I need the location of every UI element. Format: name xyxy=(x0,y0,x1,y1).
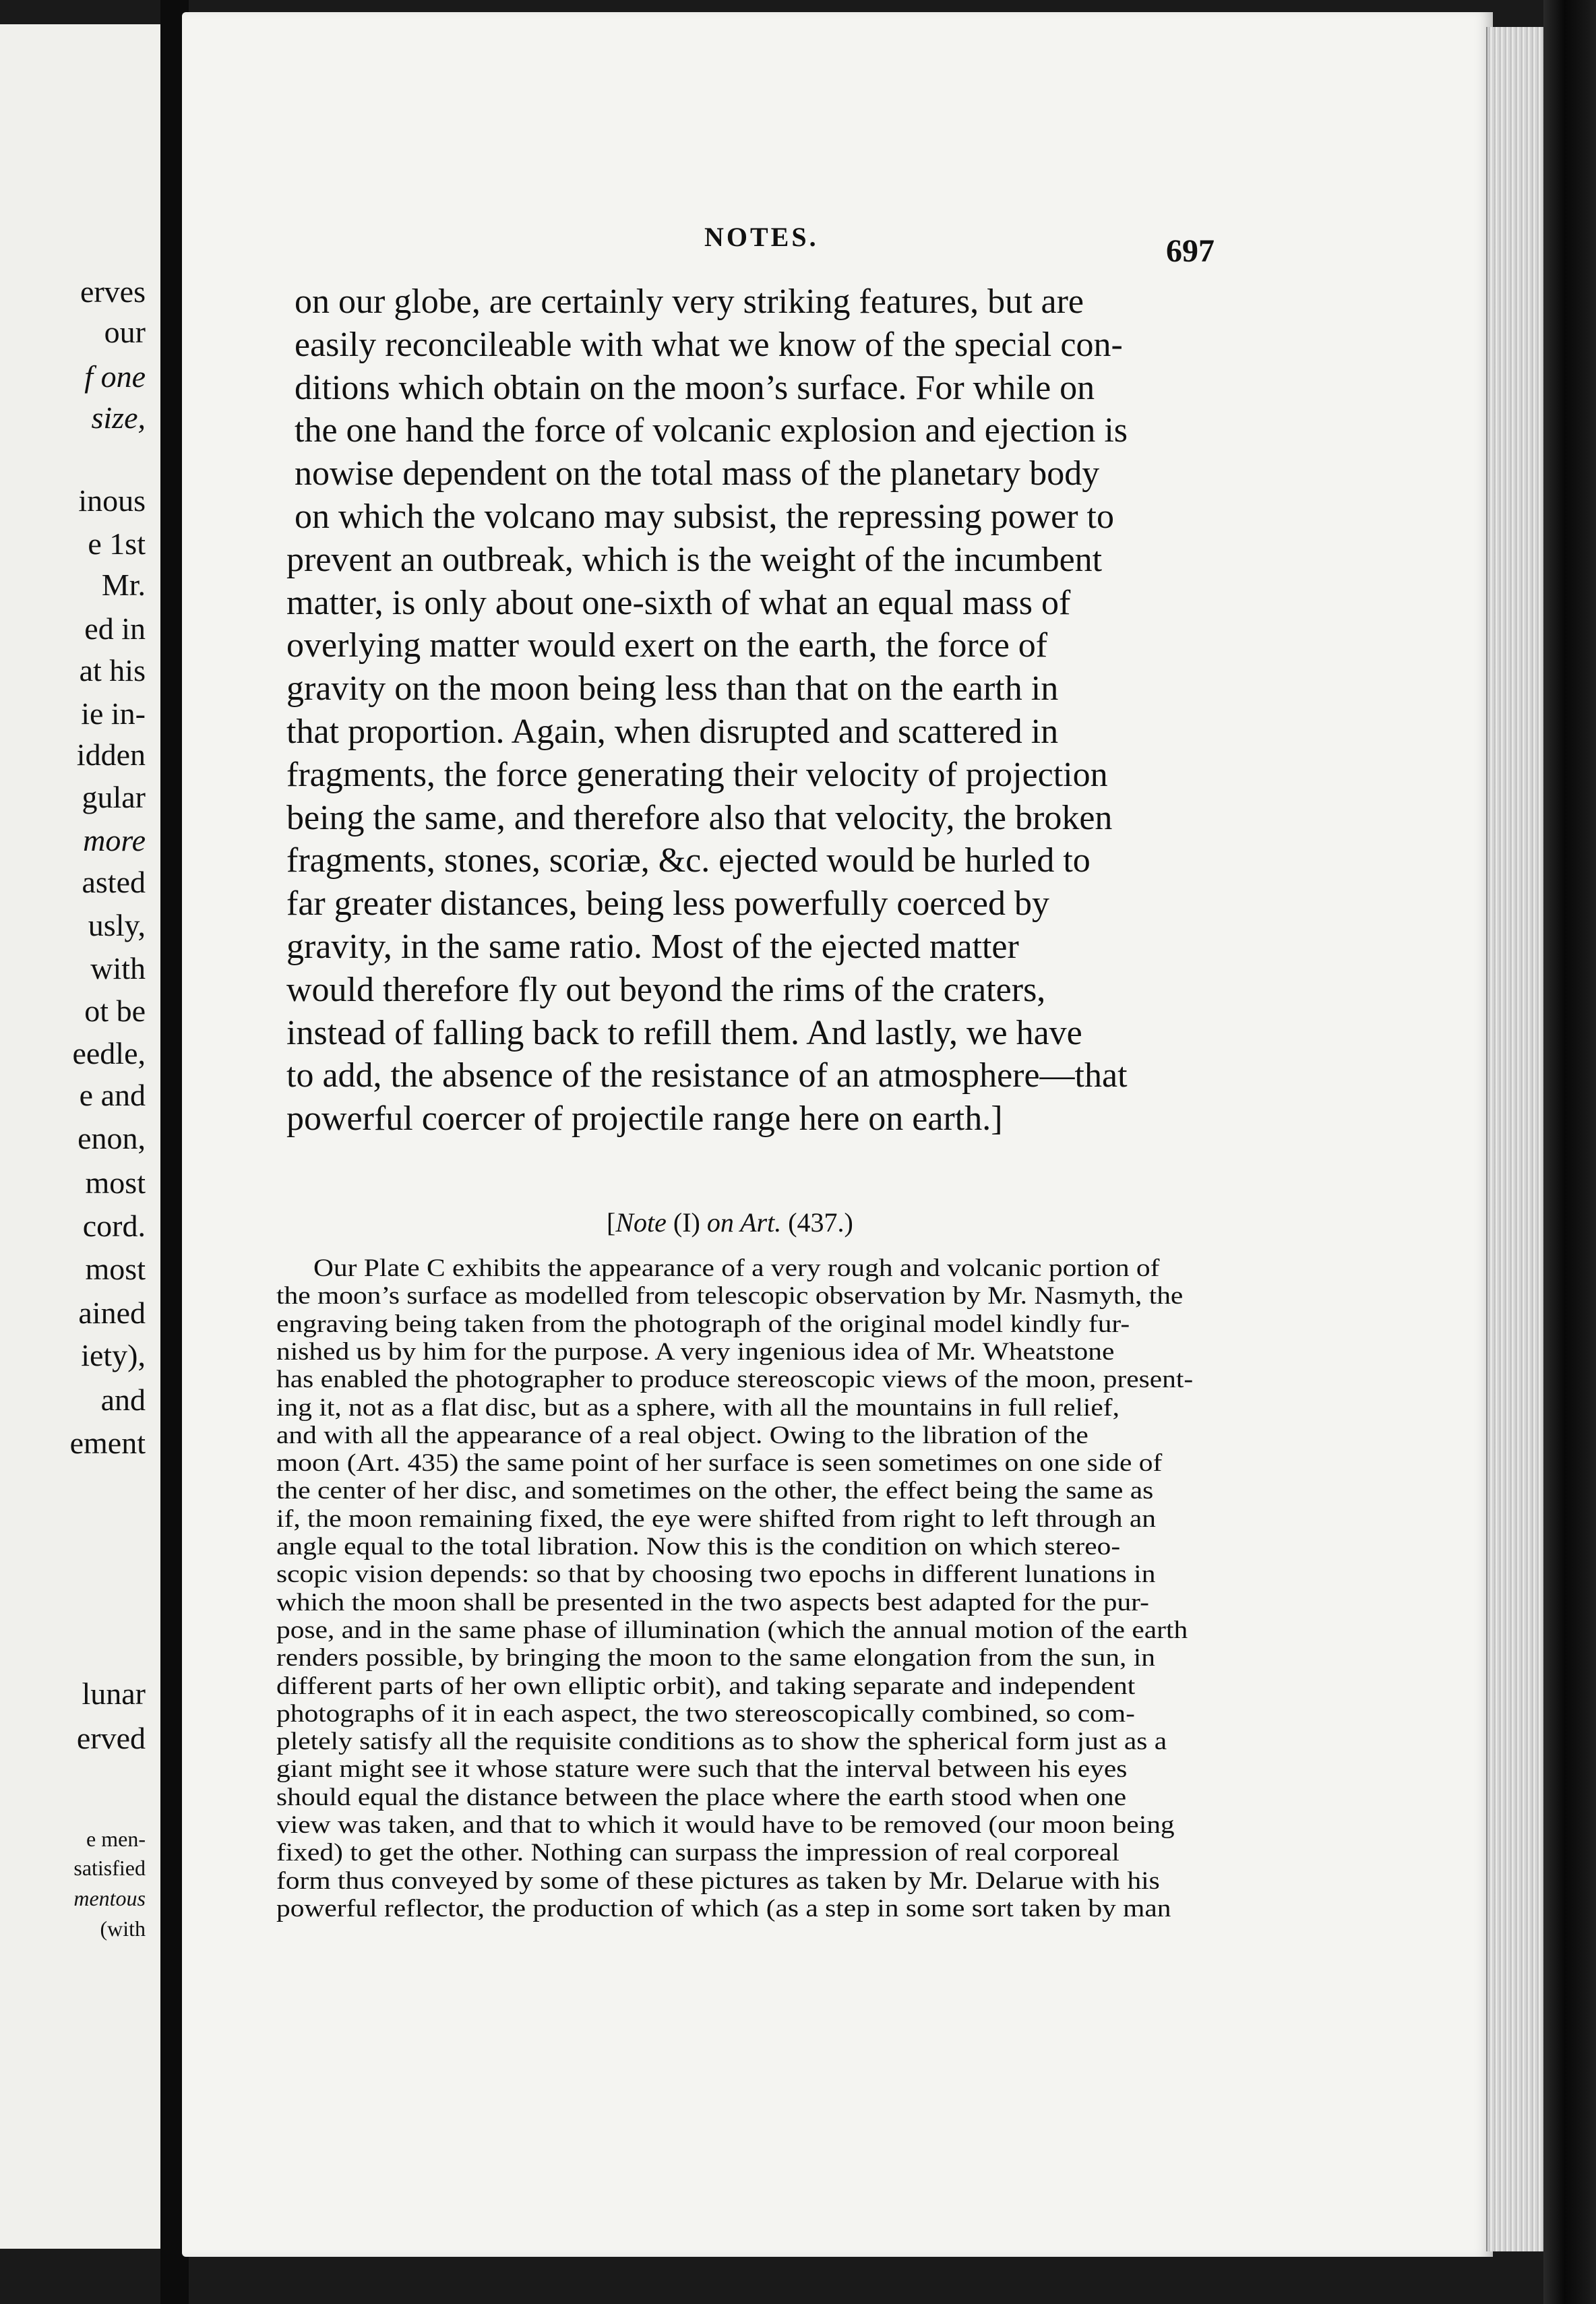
left-page-line: satisfied xyxy=(73,1856,146,1880)
left-page-line: ained xyxy=(78,1296,146,1330)
note-line: fixed) to get the other. Nothing can surpass the impression of real corporeal xyxy=(276,1839,1119,1867)
left-page-line: gular xyxy=(82,780,146,814)
left-page-line: most xyxy=(85,1252,146,1286)
body-line: would therefore fly out beyond the rims of the craters, xyxy=(286,970,1046,1009)
left-page-line: asted xyxy=(82,865,146,899)
note-line: which the moon shall be presented in the two aspects best adapted for the pur- xyxy=(276,1588,1149,1616)
note-line: view was taken, and that to which it would have to be removed (our moon being xyxy=(276,1811,1175,1839)
left-page-line: ed in xyxy=(84,611,146,646)
note-line: photographs of it in each aspect, the two stereoscopically combined, so com- xyxy=(276,1699,1135,1728)
body-line: powerful coercer of projectile range here on earth.] xyxy=(286,1099,1003,1139)
body-line: fragments, stones, scoriæ, &c. ejected would be hurled to xyxy=(286,841,1091,880)
body-line: the one hand the force of volcanic explosion and ejection is xyxy=(295,411,1128,450)
left-facing-page xyxy=(0,24,162,2249)
note-line: form thus conveyed by some of these pictures as taken by Mr. Delarue with his xyxy=(276,1867,1160,1895)
note-heading: [Note (I) on Art. (437.) xyxy=(607,1207,853,1238)
left-page-line: Mr. xyxy=(101,568,146,602)
left-page-line: erved xyxy=(76,1721,146,1755)
left-page-line: ie in- xyxy=(81,696,146,731)
note-line: renders possible, by bringing the moon to the same elongation from the sun, in xyxy=(276,1644,1155,1672)
note-line: nished us by him for the purpose. A very ingenious idea of Mr. Wheatstone xyxy=(276,1337,1115,1366)
left-page-line: ot be xyxy=(84,994,146,1028)
note-line: pose, and in the same phase of illumination (which the annual motion of the earth xyxy=(276,1616,1188,1644)
note-line: has enabled the photographer to produce stereoscopic views of the moon, present- xyxy=(276,1366,1194,1394)
left-page-line: more xyxy=(83,823,146,857)
left-page-line: with xyxy=(90,951,146,986)
book-binding xyxy=(1543,0,1596,2304)
page-edges xyxy=(1486,27,1545,2251)
left-page-line: (with xyxy=(100,1916,146,1941)
body-line: to add, the absence of the resistance of an atmosphere—that xyxy=(286,1056,1128,1095)
note-line: and with all the appearance of a real object. Owing to the libration of the xyxy=(276,1421,1088,1449)
body-line: matter, is only about one-sixth of what an equal mass of xyxy=(286,583,1071,622)
note-line: powerful reflector, the production of which (as a step in some sort taken by man xyxy=(276,1894,1171,1922)
left-page-line: usly, xyxy=(88,908,146,942)
left-page-line: lunar xyxy=(82,1676,146,1711)
body-line: ditions which obtain on the moon’s surface. For while on xyxy=(295,368,1095,407)
body-line: far greater distances, being less powerfully coerced by xyxy=(286,884,1049,923)
body-line: on our globe, are certainly very striking features, but are xyxy=(295,282,1084,321)
note-line: scopic vision depends: so that by choosing two epochs in different lunations in xyxy=(276,1560,1156,1589)
left-page-line: at his xyxy=(79,653,146,688)
note-line: Our Plate C exhibits the appearance of a very rough and volcanic portion of xyxy=(313,1254,1160,1282)
left-page-line: size, xyxy=(91,400,146,435)
note-line: the center of her disc, and sometimes on the other, the effect being the same as xyxy=(276,1477,1154,1505)
note-line: if, the moon remaining fixed, the eye were shifted from right to left through an xyxy=(276,1505,1156,1533)
page-number: 697 xyxy=(1166,233,1215,269)
body-line: on which the volcano may subsist, the repressing power to xyxy=(295,497,1114,536)
note-line: giant might see it whose stature were such that the interval between his eyes xyxy=(276,1755,1128,1784)
left-page-line: and xyxy=(100,1383,146,1417)
body-line: being the same, and therefore also that velocity, the broken xyxy=(286,798,1113,837)
body-line: overlying matter would exert on the earth, the force of xyxy=(286,626,1048,665)
left-page-line: eedle, xyxy=(72,1036,146,1070)
left-page-line: e men- xyxy=(86,1827,146,1851)
left-page-line: iety), xyxy=(81,1338,146,1372)
left-page-line: idden xyxy=(76,737,146,772)
left-page-line: enon, xyxy=(78,1121,146,1155)
body-line: easily reconcileable with what we know of the special con- xyxy=(295,325,1123,364)
note-line: different parts of her own elliptic orbit), and taking separate and independent xyxy=(276,1672,1136,1700)
note-line: should equal the distance between the place where the earth stood when one xyxy=(276,1783,1127,1811)
left-page-line: our xyxy=(104,315,146,349)
left-page-line: f one xyxy=(84,359,146,394)
left-page-line: e 1st xyxy=(88,526,146,561)
note-line: the moon’s surface as modelled from telescopic observation by Mr. Nasmyth, the xyxy=(276,1282,1184,1310)
body-line: nowise dependent on the total mass of the planetary body xyxy=(295,454,1100,493)
left-page-line: most xyxy=(85,1165,146,1200)
body-line: gravity on the moon being less than that on the earth in xyxy=(286,669,1059,708)
left-page-line: cord. xyxy=(82,1209,146,1243)
running-head: NOTES. xyxy=(704,222,819,252)
left-page-line: e and xyxy=(79,1078,146,1112)
left-page-line: ement xyxy=(69,1426,146,1460)
note-line: engraving being taken from the photograph of the original model kindly fur- xyxy=(276,1310,1130,1338)
note-line: angle equal to the total libration. Now this is the condition on which stereo- xyxy=(276,1533,1121,1560)
body-line: prevent an outbreak, which is the weight of the incumbent xyxy=(286,540,1103,579)
body-line: fragments, the force generating their velocity of projection xyxy=(286,755,1108,794)
body-line: instead of falling back to refill them. And lastly, we have xyxy=(286,1013,1082,1052)
note-line: moon (Art. 435) the same point of her surface is seen sometimes on one side of xyxy=(276,1449,1163,1478)
note-line: pletely satisfy all the requisite conditions as to show the spherical form just as a xyxy=(276,1728,1167,1756)
body-line: that proportion. Again, when disrupted and scattered in xyxy=(286,713,1059,751)
body-line: gravity, in the same ratio. Most of the ejected matter xyxy=(286,928,1019,966)
note-line: ing it, not as a flat disc, but as a sphere, with all the mountains in full relief, xyxy=(276,1393,1119,1422)
left-page-line: erves xyxy=(80,274,146,309)
left-page-line: mentous xyxy=(73,1886,146,1910)
left-page-line: inous xyxy=(78,483,146,518)
